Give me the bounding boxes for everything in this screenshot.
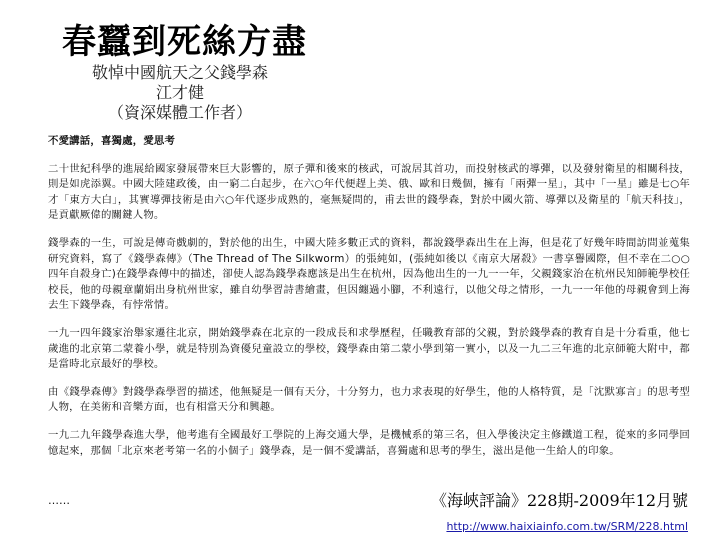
paragraph: 錢學森的一生，可說是傳奇戲劇的，對於他的出生，中國大陸多數正式的資料，都說錢學森出生在上海，但是花了好幾年時間訪問並蒐集研究資料，寫了《錢學森傳》（The Thread of The Silkworm）的張純如，(張純如後以《南京大屠殺》一書享譽國際，但不幸在二○○四年自殺身亡)在錢學森傳中的描述，卻使人認為錢學森應該是出生在杭州，因為他出生的一九一一年，父親錢家治在杭州民知師範學校任校長，他的母親章蘭娟出身杭州世家，雖自幼學習詩書繪畫，但因纏過小腳，不利遠行，以他父母之情形，一九一一年他的母親會到上海去生下錢學森，有悖常情。: [48, 236, 690, 312]
document-title: 春蠶到死絲方盡: [62, 22, 307, 62]
article-body: [48, 134, 690, 471]
subtitle-dedication: 敬悼中國航天之父錢學森: [91, 63, 268, 82]
section-heading: 不愛講話，喜獨處，愛思考: [48, 135, 176, 147]
paragraph: 由《錢學森傳》對錢學森學習的描述，他無疑是一個有天分，十分努力，也力求表現的好學生，他的人格特質，是「沈默寡言」的思考型人物，在美術和音樂方面，也有相當天分和興趣。: [48, 385, 690, 414]
paragraph: 二十世紀科學的進展給國家發展帶來巨大影響的，原子彈和後來的核武，可說居其首功，而投射核武的導彈，以及發射衛星的相關科技，則是如虎添翼。中國大陸建政後，由一窮二白起步，在六○年代便趕上美、俄、歐和日幾個，擁有「兩彈一星」，其中「一星」雖是七○年才「東方大白」，其實導彈技術是由六○年代逐步成熟的，毫無疑問的，甫去世的錢學森，對於中國火箭、導彈以及衛星的「航天科技」，是貢獻厥偉的關鍵人物。: [48, 162, 690, 222]
author-role: （資深媒體工作者）: [107, 103, 252, 122]
author-name: 江才健: [155, 83, 204, 102]
source-citation: 《海峽評論》228期-2009年12月號: [430, 491, 688, 510]
paragraph: 一九一四年錢家治舉家遷往北京，開始錢學森在北京的一段成長和求學歷程，任職教育部的父親，對於錢學森的教育自是十分看重，他七歲進的北京第二蒙養小學，就是特別為資優兒童設立的學校，錢學森由第二蒙小學到第一實小，以及一九二三年進的北京師範大附中，都是當時北京最好的學校。: [48, 326, 690, 371]
source-link[interactable]: http://www.haixiainfo.com.tw/SRM/228.html: [446, 520, 688, 533]
paragraph: 一九二九年錢學森進大學，他考進有全國最好工學院的上海交通大學，是機械系的第三名，但入學後決定主修鐵道工程，從來的多同學回憶起來，那個「北京來老考第一名的小個子」錢學森，是一個不愛講話，喜獨處和思考的學生，滋出是他一生給人的印象。: [48, 428, 690, 457]
continuation-ellipsis: ……: [48, 494, 70, 507]
